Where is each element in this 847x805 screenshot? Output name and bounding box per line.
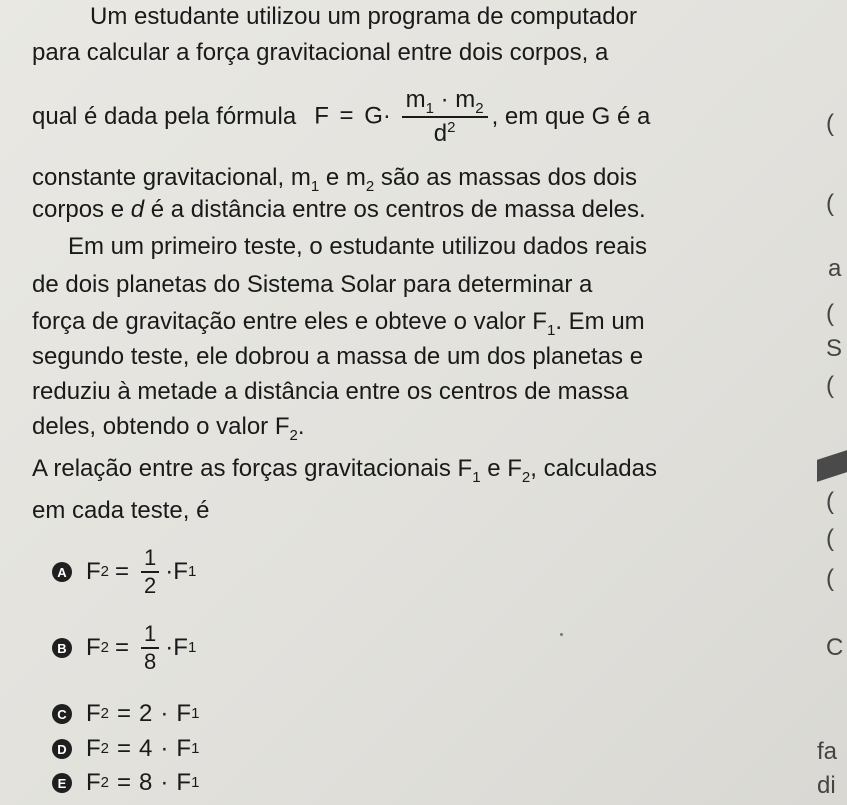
p2-line1: Em um primeiro teste, o estudante utilizou dados reais — [68, 233, 647, 260]
formula-fraction: $\frac{m_1 \cdot m_2}{d^2}$ — [402, 86, 488, 148]
option-a-badge: A — [52, 562, 72, 582]
formula-trail-text: , em que G é a — [491, 103, 651, 130]
option-e[interactable]: E F 2 = 8 · F 1 — [52, 769, 199, 797]
edge-fragment: ( — [826, 488, 834, 515]
option-d[interactable]: D F 2 = 4 · F 1 — [52, 735, 199, 763]
p2-line3: força de gravitação entre eles e obteve o valor $F_1$. Em um — [32, 308, 645, 339]
p2-line2: de dois planetas do Sistema Solar para determinar a — [32, 271, 593, 298]
p1-line4: constante gravitacional, $m_1$ e $m_2$ são as massas dos dois — [32, 164, 637, 195]
option-e-badge: E — [52, 773, 72, 793]
edge-fragment: C — [826, 634, 844, 661]
question-line1: A relação entre as forças gravitacionais $F_1$ e $F_2$, calculadas — [32, 455, 657, 486]
option-b-badge: B — [52, 638, 72, 658]
edge-fragment: fa — [817, 738, 838, 765]
option-a[interactable]: A F 2 = $\frac{1}{2}$ · F 1 — [52, 546, 196, 598]
option-d-badge: D — [52, 739, 72, 759]
edge-fragment: ( — [826, 565, 834, 592]
edge-fragment: ( — [826, 110, 834, 137]
p1-line3 — [32, 80, 787, 154]
question-line2: em cada teste, é — [32, 497, 210, 524]
option-b-fraction: $\frac{1}{8}$ — [141, 622, 159, 674]
p2-line5: reduziu à metade a distância entre os centros de massa — [32, 378, 629, 405]
option-c[interactable]: C F 2 = 2 · F 1 — [52, 700, 199, 728]
edge-fragment: di — [817, 772, 836, 799]
paper-speck — [560, 633, 563, 636]
p1-line2: para calcular a força gravitacional entre dois corpos, a — [32, 39, 609, 66]
p2-line6: deles, obtendo o valor $F_2$. — [32, 413, 305, 444]
option-b[interactable]: B F 2 = $\frac{1}{8}$ · F 1 — [52, 622, 196, 674]
edge-fragment: a — [828, 255, 842, 282]
edge-fragment: ( — [826, 372, 834, 399]
gravity-formula: F = G· $\frac{m_1 \cdot m_2}{d^2}$ — [314, 86, 491, 148]
option-c-badge: C — [52, 704, 72, 724]
edge-fragment: S — [826, 335, 843, 362]
edge-fragment: ( — [826, 190, 834, 217]
p1-line5: corpos e d é a distância entre os centros de massa deles. — [32, 196, 646, 223]
edge-fragment: ( — [826, 300, 834, 327]
edge-fragment: ( — [826, 525, 834, 552]
formula-lead-text: qual é dada pela fórmula — [32, 103, 297, 130]
p2-line4: segundo teste, ele dobrou a massa de um dos planetas e — [32, 343, 644, 370]
page-edge-shadow — [817, 450, 847, 482]
option-a-fraction: $\frac{1}{2}$ — [141, 546, 159, 598]
p1-line1: Um estudante utilizou um programa de computador — [90, 3, 637, 30]
